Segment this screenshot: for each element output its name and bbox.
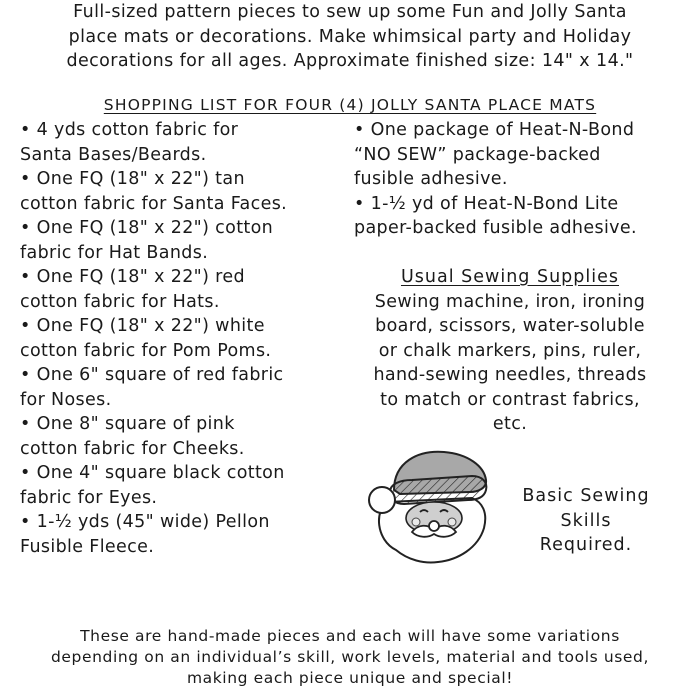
list-item: • One FQ (18" x 22") white (20, 316, 265, 336)
supplies-line: etc. (492, 414, 528, 434)
skill-line: Required. (539, 535, 633, 555)
skill-level-note (500, 484, 672, 558)
santa-face-icon (360, 440, 500, 565)
list-item: Fusible Fleece. (20, 536, 155, 557)
footer-note (0, 626, 700, 689)
list-item: • 1-½ yd of Heat-N-Bond Lite (354, 193, 619, 214)
skill-line: Basic Sewing (522, 486, 650, 506)
supplies-line: Sewing machine, iron, ironing (374, 291, 646, 312)
sewing-supplies-section (340, 265, 680, 437)
list-item: • One FQ (18" x 22") tan (20, 169, 245, 189)
list-item: • One FQ (18" x 22") cotton (20, 218, 274, 238)
list-item: cotton fabric for Cheeks. (20, 438, 245, 459)
supplies-line: to match or contrast fabrics, (380, 389, 640, 410)
sewing-supplies-title: Usual Sewing Supplies (400, 267, 619, 287)
footer-line: making each piece unique and special! (186, 669, 514, 687)
list-item: • 1-½ yds (45" wide) Pellon (20, 512, 270, 532)
list-item: fusible adhesive. (354, 169, 508, 189)
shopping-list-right-column (354, 118, 637, 241)
list-item: fabric for Hat Bands. (20, 242, 209, 263)
footer-line: These are hand-made pieces and each will have some variations (80, 627, 620, 645)
supplies-line: board, scissors, water-soluble (375, 316, 645, 336)
list-item: Santa Bases/Beards. (20, 144, 207, 165)
list-item: • One package of Heat-N-Bond (354, 120, 635, 140)
shopping-list-title: SHOPPING LIST FOR FOUR (4) JOLLY SANTA PLACE MATS (103, 96, 597, 114)
intro-line: Full-sized pattern pieces to sew up some Fun and Jolly Santa (73, 2, 627, 22)
list-item: cotton fabric for Hats. (20, 291, 220, 312)
list-item: fabric for Eyes. (20, 487, 158, 508)
intro-paragraph (0, 0, 700, 74)
list-item: • One FQ (18" x 22") red (20, 267, 245, 287)
list-item: cotton fabric for Santa Faces. (20, 193, 288, 214)
list-item: • One 8" square of pink (20, 414, 235, 434)
intro-line: place mats or decorations. Make whimsical party and Holiday (68, 26, 632, 47)
list-item: for Noses. (20, 389, 112, 410)
list-item: • 4 yds cotton fabric for (20, 120, 239, 140)
intro-line: decorations for all ages. Approximate finished size: 14" x 14." (66, 51, 634, 71)
list-item: • One 6" square of red fabric (20, 365, 284, 385)
list-item: “NO SEW” package-backed (354, 144, 601, 165)
list-item: paper-backed fusible adhesive. (354, 218, 637, 238)
list-item: • One 4" square black cotton (20, 463, 285, 483)
supplies-line: hand-sewing needles, threads (373, 365, 647, 385)
shopping-list-left-column (20, 118, 287, 559)
footer-line: depending on an individual’s skill, work levels, material and tools used, (50, 648, 650, 666)
supplies-line: or chalk markers, pins, ruler, (378, 340, 642, 361)
list-item: cotton fabric for Pom Poms. (20, 340, 272, 361)
skill-line: Skills (560, 510, 612, 531)
